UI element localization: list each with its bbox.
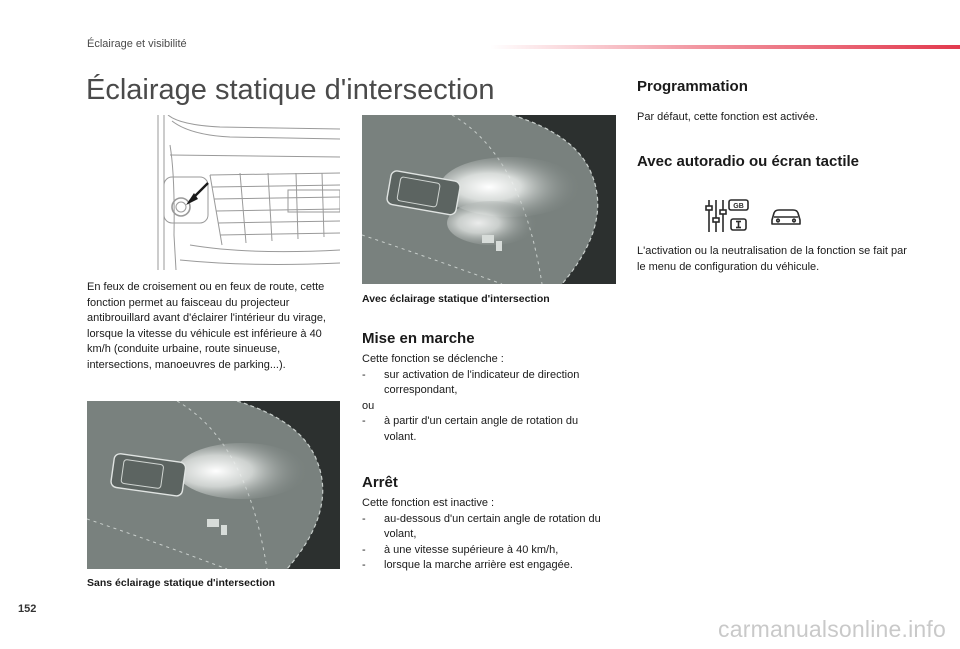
settings-sliders-icon <box>704 198 750 234</box>
caption-with-light: Avec éclairage statique d'intersection <box>362 293 550 305</box>
list-item <box>362 543 612 559</box>
front-bumper-illustration <box>150 115 340 270</box>
mise-en-marche-item-2: à partir d'un certain angle de rotation du volant. <box>384 415 579 443</box>
mise-en-marche-list-2 <box>362 414 612 445</box>
arret-section <box>362 496 612 574</box>
mise-en-marche-section <box>362 352 612 446</box>
list-dash: - <box>362 559 366 572</box>
mise-en-marche-intro: Cette fonction se déclenche : <box>362 353 504 365</box>
arret-item-2: à une vitesse supérieure à 40 km/h, <box>384 543 559 556</box>
caption-without-light: Sans éclairage statique d'intersection <box>87 577 276 589</box>
list-dash: - <box>362 512 366 525</box>
icon-badge-text: GB <box>733 203 744 210</box>
arret-list <box>362 512 612 574</box>
list-item <box>362 558 612 574</box>
list-dash: - <box>362 368 366 381</box>
list-dash: - <box>362 543 366 556</box>
list-item <box>362 368 612 399</box>
watermark: carmanualsonline.info <box>718 616 946 642</box>
programmation-default: Par défaut, cette fonction est activée. <box>637 111 818 123</box>
section-header: Éclairage et visibilité <box>87 38 187 50</box>
arret-item-3: lorsque la marche arrière est engagée. <box>384 559 573 572</box>
mise-en-marche-or: ou <box>362 399 375 412</box>
header-accent-bar <box>490 45 960 49</box>
programmation-description: L'activation ou la neutralisation de la fonction se fait par le menu de configuration du véhicule. <box>637 245 907 273</box>
arret-intro: Cette fonction est inactive : <box>362 497 495 509</box>
with-cornering-light-image <box>362 115 616 284</box>
heading-autoradio: Avec autoradio ou écran tactile <box>637 153 860 170</box>
list-item <box>362 414 612 445</box>
list-dash: - <box>362 415 366 428</box>
heading-mise-en-marche: Mise en marche <box>362 330 475 347</box>
mise-en-marche-list <box>362 368 612 399</box>
heading-programmation: Programmation <box>637 78 748 95</box>
intro-paragraph: En feux de croisement ou en feux de route, cette fonction permet au faisceau du projecteur antibrouillard avant d'éclairer l'intérieur du virage, lorsque la vitesse du véhicule est inférieure à 40 km/h (conduite urbaine, route sinueuse, intersections, manoeuvres de parking...). <box>87 281 326 371</box>
page-number: 152 <box>18 603 37 615</box>
page-title: Éclairage statique d'intersection <box>86 74 495 106</box>
mise-en-marche-item-1: sur activation de l'indicateur de direction correspondant, <box>384 368 580 397</box>
heading-arret: Arrêt <box>362 474 398 491</box>
car-icon <box>770 206 802 228</box>
without-cornering-light-image <box>87 401 340 569</box>
config-icons <box>704 198 804 236</box>
list-item <box>362 512 612 543</box>
arret-item-1: au-dessous d'un certain angle de rotation du volant, <box>384 512 601 541</box>
